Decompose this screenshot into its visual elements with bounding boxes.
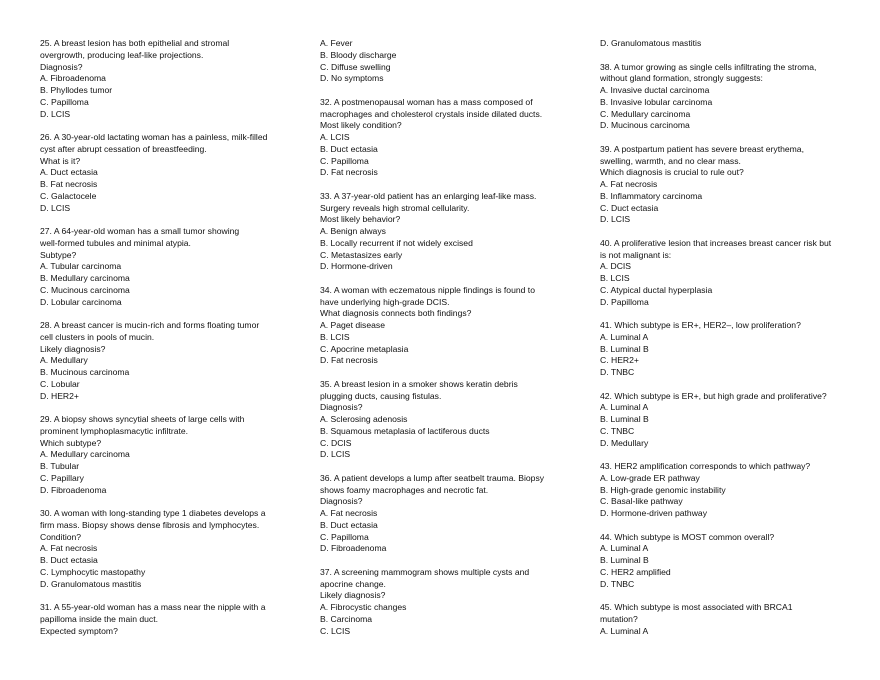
- question-block: [320, 191, 560, 273]
- answer-option: C. Duct ectasia: [600, 202, 659, 213]
- question-text-line: 34. A woman with eczematous nipple findings is found to: [320, 284, 535, 295]
- answer-option: D. TNBC: [600, 367, 635, 377]
- spacer: [320, 85, 560, 97]
- answer-option: C. Atypical ductal hyperplasia: [600, 284, 713, 295]
- answer-option: A. Medullary carcinoma: [40, 449, 130, 460]
- answer-option: C. HER2+: [600, 355, 639, 366]
- question-text-line: 29. A biopsy shows syncytial sheets of large cells with: [40, 414, 245, 424]
- question-text-line: 45. Which subtype is most associated with BRCA1: [600, 602, 793, 612]
- question-text-line: 30. A woman with long-standing type 1 diabetes develops a: [40, 508, 266, 518]
- question-text-line: Condition?: [40, 531, 82, 542]
- question-block: [320, 567, 560, 638]
- answer-option: C. TNBC: [600, 425, 635, 436]
- answer-option: B. Duct ectasia: [40, 555, 98, 565]
- answer-option: C. Lymphocytic mastopathy: [40, 566, 146, 577]
- question-block: [40, 508, 280, 590]
- answer-option: C. Apocrine metaplasia: [320, 343, 409, 354]
- answer-option: D. LCIS: [320, 449, 351, 460]
- question-block: [320, 97, 560, 179]
- answer-option: B. Mucinous carcinoma: [40, 367, 130, 377]
- answer-option: D. Granulomatous mastitis: [40, 578, 142, 589]
- question-block: [40, 226, 280, 308]
- question-block: [600, 532, 840, 591]
- answer-option: B. Invasive lobular carcinoma: [600, 96, 713, 107]
- question-block: [40, 320, 280, 402]
- answer-option: D. LCIS: [600, 214, 631, 225]
- answer-option: A. Sclerosing adenosis: [320, 414, 408, 424]
- question-text-line: 39. A postpartum patient has severe breast erythema,: [600, 143, 804, 154]
- answer-option: C. Medullary carcinoma: [600, 108, 691, 119]
- answer-option: D. Mucinous carcinoma: [600, 120, 690, 131]
- question-text-line: 42. Which subtype is ER+, but high grade and proliferative?: [600, 390, 827, 401]
- question-text-line: Diagnosis?: [320, 496, 363, 507]
- answer-option: B. Luminal B: [600, 343, 649, 354]
- question-text-line: Diagnosis?: [320, 402, 363, 413]
- answer-option: D. TNBC: [600, 578, 635, 589]
- spacer: [600, 308, 840, 320]
- answer-option: D. Fat necrosis: [320, 355, 378, 366]
- answer-option: B. Bloody discharge: [320, 49, 397, 60]
- answer-option: B. Luminal B: [600, 555, 649, 565]
- question-text-line: Expected symptom?: [40, 625, 118, 636]
- spacer: [600, 449, 840, 461]
- answer-option: A. Tubular carcinoma: [40, 261, 122, 272]
- question-text-line: Likely diagnosis?: [40, 343, 106, 354]
- question-text-line: cell clusters in pools of mucin.: [40, 331, 155, 342]
- spacer: [600, 50, 840, 62]
- answer-option: A. Medullary: [40, 355, 88, 366]
- question-text-line: Which subtype?: [40, 437, 102, 448]
- question-block: [40, 132, 280, 214]
- question-text-line: overgrowth, producing leaf-like projections.: [40, 49, 204, 60]
- question-text-line: Likely diagnosis?: [320, 590, 386, 601]
- spacer: [600, 590, 840, 602]
- answer-option: B. LCIS: [600, 273, 630, 283]
- question-text-line: Subtype?: [40, 249, 77, 260]
- answer-option: D. No symptoms: [320, 73, 384, 84]
- answer-option: B. Luminal B: [600, 414, 649, 424]
- question-text-line: 37. A screening mammogram shows multiple cysts and: [320, 566, 530, 577]
- answer-option: C. Diffuse swelling: [320, 61, 391, 72]
- spacer: [600, 520, 840, 532]
- spacer: [600, 226, 840, 238]
- answer-option: B. Duct ectasia: [320, 143, 378, 154]
- answer-option: A. Duct ectasia: [40, 167, 98, 178]
- answer-option: B. Duct ectasia: [320, 519, 378, 530]
- answer-option: C. Papilloma: [320, 155, 369, 166]
- answer-option: A. Fat necrosis: [600, 179, 658, 189]
- answer-option: C. HER2 amplified: [600, 566, 671, 577]
- spacer: [40, 214, 280, 226]
- answer-option: B. Medullary carcinoma: [40, 273, 130, 283]
- answer-option: D. Fibroadenoma: [320, 543, 387, 554]
- answer-option: C. DCIS: [320, 437, 352, 448]
- question-block: [600, 238, 840, 309]
- question-text-line: 26. A 30-year-old lactating woman has a painless, milk-filled: [40, 132, 268, 142]
- answer-option: A. Invasive ductal carcinoma: [600, 85, 710, 95]
- answer-option: C. Mucinous carcinoma: [40, 284, 130, 295]
- answer-option: C. Lobular: [40, 378, 80, 389]
- question-text-line: 41. Which subtype is ER+, HER2–, low proliferation?: [600, 320, 801, 330]
- question-text-line: 38. A tumor growing as single cells infiltrating the stroma,: [600, 61, 817, 72]
- question-text-line: apocrine change.: [320, 578, 386, 589]
- answer-option: A. Paget disease: [320, 320, 385, 330]
- question-text-line: 36. A patient develops a lump after seatbelt trauma. Biopsy: [320, 472, 545, 483]
- question-block: [600, 461, 840, 520]
- question-text-line: Which diagnosis is crucial to rule out?: [600, 167, 744, 178]
- question-text-line: Most likely behavior?: [320, 214, 401, 225]
- answer-option: B. LCIS: [320, 331, 350, 342]
- question-text-line: What diagnosis connects both findings?: [320, 308, 472, 319]
- question-text-line: 31. A 55-year-old woman has a mass near the nipple with a: [40, 602, 266, 612]
- question-text-line: is not malignant is:: [600, 249, 672, 260]
- answer-option: B. High-grade genomic instability: [600, 484, 726, 495]
- answer-option: A. Fat necrosis: [40, 543, 98, 554]
- question-block: [320, 38, 560, 85]
- question-block: [600, 391, 840, 450]
- answer-option: D. Fat necrosis: [320, 167, 378, 178]
- question-text-line: cyst after abrupt cessation of breastfeeding.: [40, 143, 207, 154]
- spacer: [40, 308, 280, 320]
- answer-option: B. Fat necrosis: [40, 179, 98, 189]
- question-text-line: Most likely condition?: [320, 120, 402, 131]
- question-text-line: macrophages and cholesterol crystals inside dilated ducts.: [320, 108, 543, 119]
- answer-option: B. Locally recurrent if not widely excised: [320, 237, 473, 248]
- answer-option: D. LCIS: [40, 108, 71, 119]
- spacer: [320, 273, 560, 285]
- question-block: [320, 379, 560, 461]
- answer-option: A. Luminal A: [600, 402, 649, 413]
- question-text-line: without gland formation, strongly suggests:: [600, 73, 763, 84]
- answer-option: D. Fibroadenoma: [40, 484, 107, 495]
- spacer: [320, 461, 560, 473]
- question-text-line: papilloma inside the main duct.: [40, 613, 158, 624]
- question-text-line: prominent lymphoplasmacytic infiltrate.: [40, 425, 189, 436]
- question-text-line: firm mass. Biopsy shows dense fibrosis and lymphocytes.: [40, 519, 260, 530]
- answer-option: A. Luminal A: [600, 543, 649, 554]
- answer-option: C. Basal-like pathway: [600, 496, 683, 507]
- column-3: [600, 38, 840, 637]
- question-text-line: 27. A 64-year-old woman has a small tumor showing: [40, 226, 240, 236]
- answer-option: D. HER2+: [40, 390, 79, 401]
- question-text-line: 32. A postmenopausal woman has a mass composed of: [320, 96, 533, 107]
- answer-option: A. Fat necrosis: [320, 508, 378, 518]
- question-text-line: well-formed tubules and minimal atypia.: [40, 237, 191, 248]
- answer-option: D. Hormone-driven pathway: [600, 508, 707, 518]
- question-text-line: Surgery reveals high stromal cellularity.: [320, 202, 470, 213]
- answer-option: B. Squamous metaplasia of lactiferous ducts: [320, 425, 490, 436]
- answer-option: A. Fibroadenoma: [40, 73, 106, 84]
- spacer: [40, 120, 280, 132]
- question-text-line: 40. A proliferative lesion that increases breast cancer risk but: [600, 237, 832, 248]
- answer-option: A. Low-grade ER pathway: [600, 472, 700, 483]
- answer-option: C. LCIS: [320, 625, 351, 636]
- spacer: [600, 379, 840, 391]
- question-text-line: have underlying high-grade DCIS.: [320, 296, 450, 307]
- spacer: [320, 367, 560, 379]
- question-block: [320, 473, 560, 555]
- question-block: [40, 38, 280, 120]
- spacer: [40, 590, 280, 602]
- question-text-line: Diagnosis?: [40, 61, 83, 72]
- spacer: [320, 555, 560, 567]
- answer-option: B. Inflammatory carcinoma: [600, 190, 703, 201]
- question-text-line: 25. A breast lesion has both epithelial and stromal: [40, 38, 230, 48]
- answer-option: C. Papilloma: [320, 531, 369, 542]
- answer-option: C. Papillary: [40, 472, 84, 483]
- answer-option: A. Benign always: [320, 226, 386, 236]
- question-block: [600, 38, 840, 50]
- question-block: [40, 414, 280, 496]
- answer-option: D. Granulomatous mastitis: [600, 38, 702, 48]
- answer-option: A. DCIS: [600, 261, 632, 272]
- question-block: [600, 144, 840, 226]
- column-1: [40, 38, 280, 637]
- answer-option: D. Papilloma: [600, 296, 649, 307]
- question-text-line: plugging ducts, causing fistulas.: [320, 390, 442, 401]
- question-text-line: 43. HER2 amplification corresponds to which pathway?: [600, 461, 811, 471]
- question-text-line: mutation?: [600, 613, 638, 624]
- spacer: [40, 402, 280, 414]
- question-text-line: 33. A 37-year-old patient has an enlarging leaf-like mass.: [320, 190, 537, 201]
- answer-option: A. Fibrocystic changes: [320, 602, 407, 612]
- answer-option: C. Galactocele: [40, 190, 97, 201]
- question-text-line: swelling, warmth, and no clear mass.: [600, 155, 741, 166]
- answer-option: A. Fever: [320, 38, 353, 48]
- answer-option: D. LCIS: [40, 202, 71, 213]
- answer-option: C. Metastasizes early: [320, 249, 403, 260]
- answer-option: A. Luminal A: [600, 331, 649, 342]
- question-text-line: 44. Which subtype is MOST common overall?: [600, 531, 775, 542]
- answer-option: D. Hormone-driven: [320, 261, 393, 272]
- question-block: [320, 285, 560, 367]
- question-text-line: shows foamy macrophages and necrotic fat.: [320, 484, 489, 495]
- answer-option: A. Luminal A: [600, 625, 649, 636]
- answer-option: B. Phyllodes tumor: [40, 85, 113, 95]
- question-text-line: What is it?: [40, 155, 81, 166]
- question-block: [40, 602, 280, 637]
- answer-option: D. Lobular carcinoma: [40, 296, 122, 307]
- question-block: [600, 320, 840, 379]
- answer-option: B. Tubular: [40, 461, 80, 471]
- spacer: [600, 132, 840, 144]
- answer-option: D. Medullary: [600, 437, 649, 448]
- answer-option: C. Papilloma: [40, 96, 89, 107]
- spacer: [320, 179, 560, 191]
- answer-option: B. Carcinoma: [320, 613, 373, 624]
- spacer: [40, 496, 280, 508]
- question-text-line: 28. A breast cancer is mucin-rich and forms floating tumor: [40, 320, 260, 330]
- column-2: [320, 38, 560, 637]
- question-block: [600, 602, 840, 637]
- question-text-line: 35. A breast lesion in a smoker shows keratin debris: [320, 378, 518, 389]
- answer-option: A. LCIS: [320, 132, 350, 142]
- question-block: [600, 62, 840, 133]
